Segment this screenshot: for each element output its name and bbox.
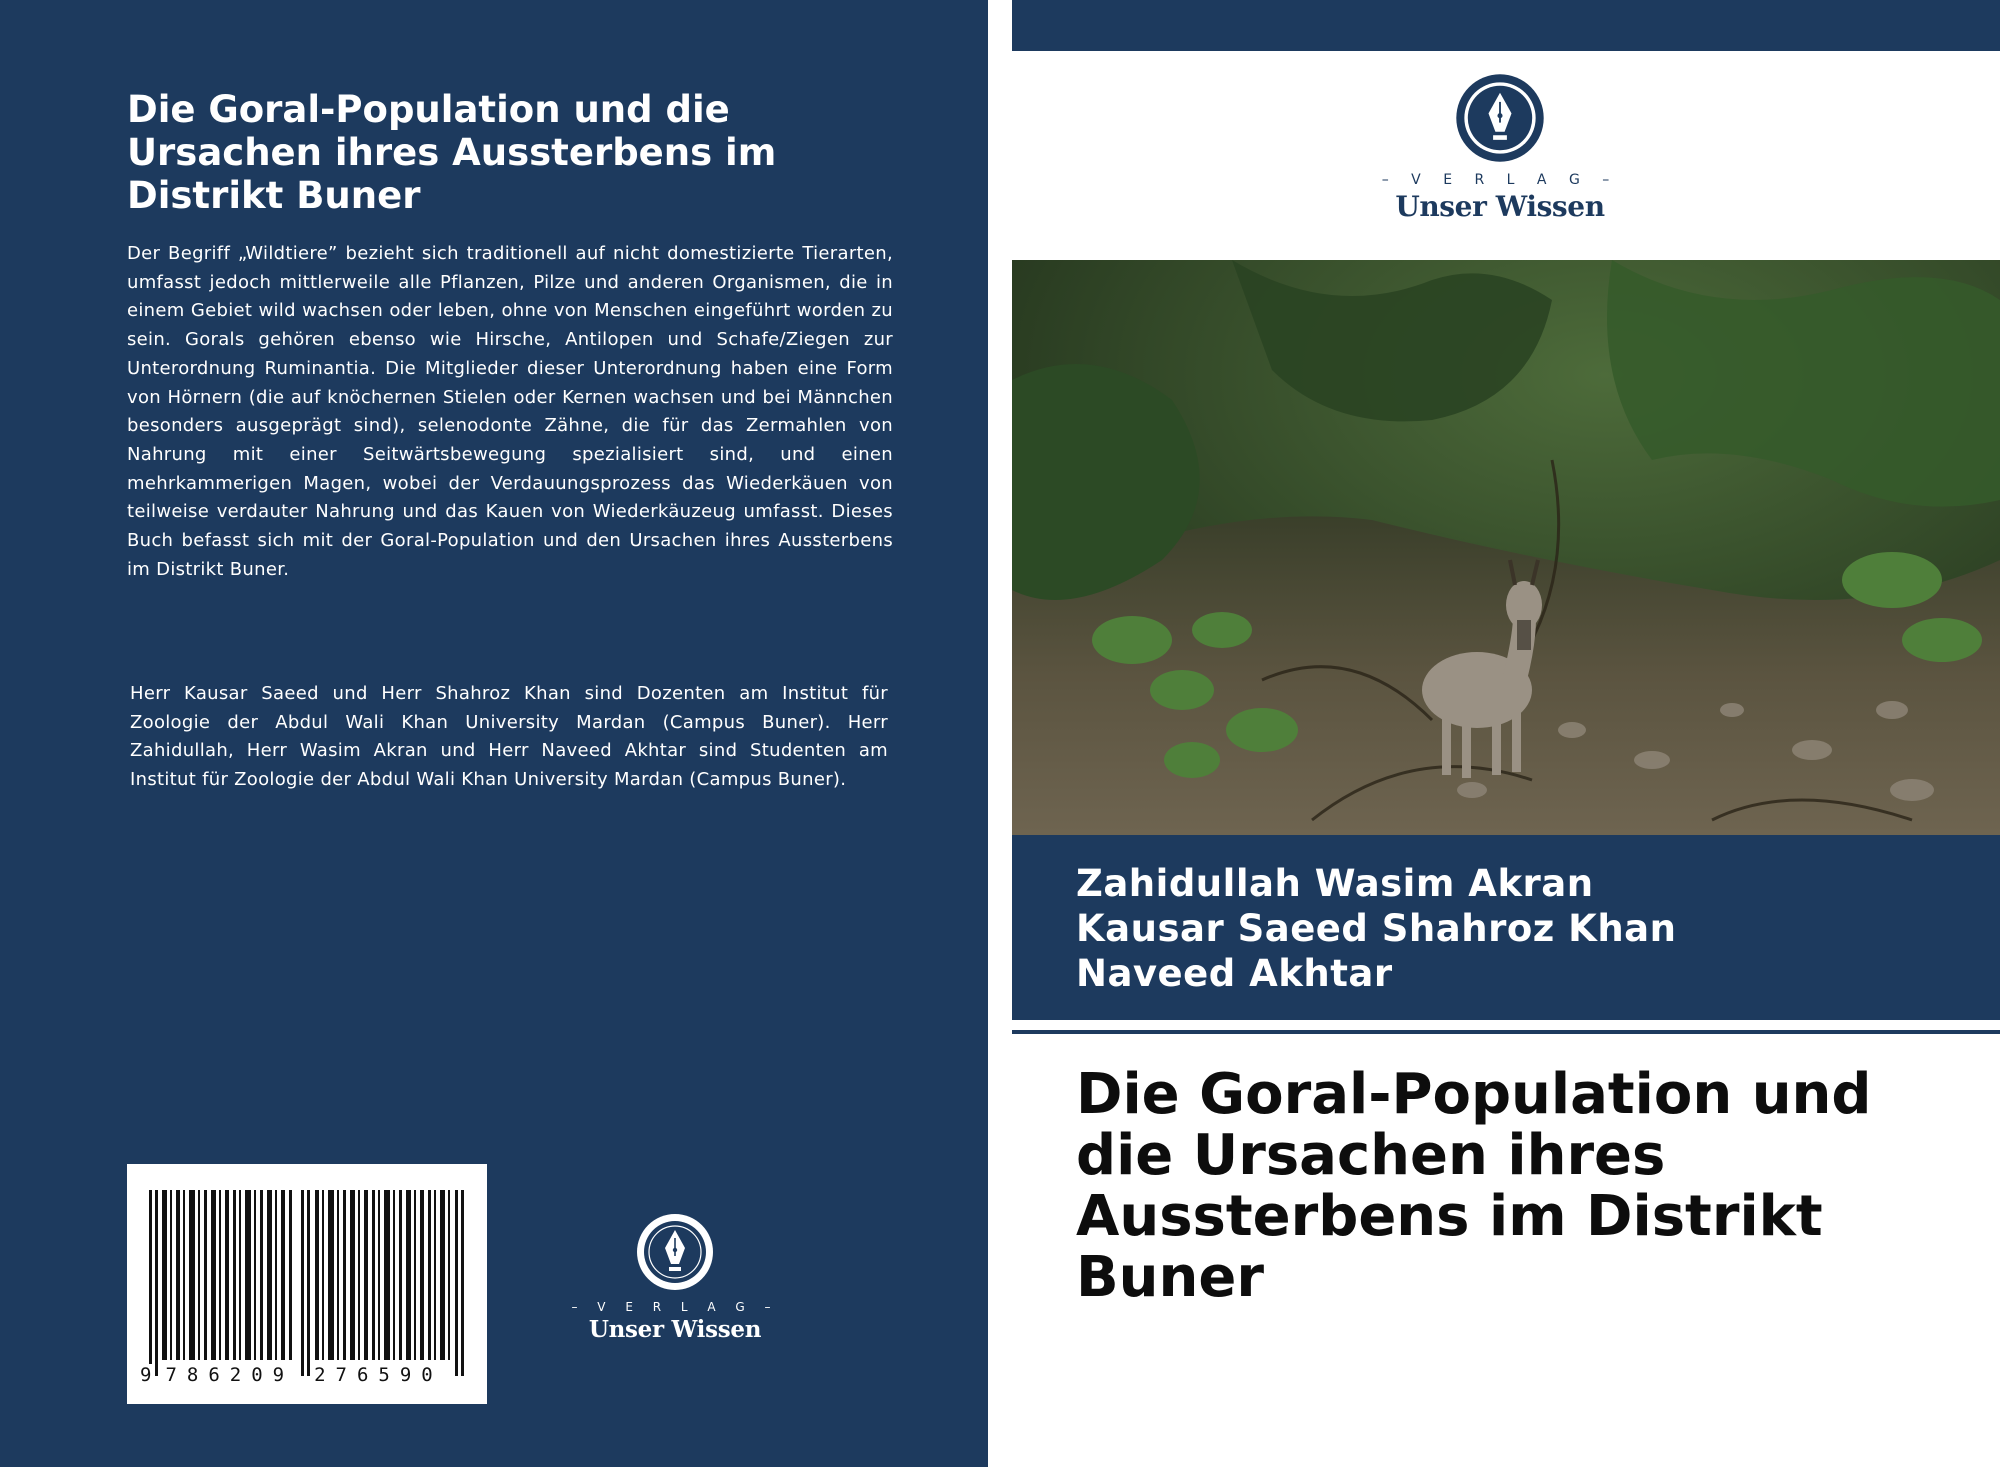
back-cover-blurb: Der Begriff „Wildtiere” bezieht sich traditionell auf nicht domestizierte Tierarten, umfasst jedoch mittlerweile alle Pflanzen, Pilze und anderen Organismen, die in einem Gebiet wild wachsen oder leben, ohne von Menschen eingeführt worden zu sein. Gorals gehören ebenso wie Hirsche, Antilopen und Schafe/Ziegen zur Unterordnung Ruminantia. Die Mitglieder dieser Unterordnung haben eine Form von Hörnern (die auf knöchernen Stielen oder Kernen wachsen und bei Männchen besonders ausgeprägt sind), selenodonte Zähne, die für das Zermahlen von Nahrung mit einer Seitwärtsbewegung spezialisiert sind, und einen mehrkammerigen Magen, wobei der Verdauungsprozess das Wiederkäuen von teilweise verdauter Nahrung und das Kauen von Wiederkäuzeug umfasst. Dieses Buch befasst sich mit der Goral-Population und den Ursachen ihres Aussterbens im Distrikt Buner. xyxy=(127,243,893,580)
back-publisher-name: Unser Wissen xyxy=(588,1316,762,1343)
front-cover-title: Die Goral-Population und die Ursachen ihres Aussterbens im Distrikt Buner xyxy=(1076,1062,1872,1310)
fountain-pen-icon xyxy=(635,1212,715,1292)
author-name: Naveed Akhtar xyxy=(1076,952,1393,995)
author-bio: Herr Kausar Saeed und Herr Shahroz Khan sind Dozenten am Institut für Zoologie der Abdul Wali Khan University Mardan (Campus Buner). Herr Zahidullah, Herr Wasim Akran und Herr Naveed Akhtar sind Studenten am Institut für Zoologie der Abdul Wali Khan University Mardan (Campus Buner). xyxy=(130,683,888,791)
isbn-group-1: 786209 xyxy=(162,1364,297,1386)
forest-photo-illustration xyxy=(1012,260,2000,835)
barcode-icon xyxy=(149,1190,467,1376)
isbn-prefix: 9 xyxy=(137,1364,154,1386)
back-verlag-label: – V E R L A G – xyxy=(571,1300,779,1314)
isbn-barcode xyxy=(127,1164,487,1404)
back-cover xyxy=(0,0,988,1467)
divider xyxy=(1012,1030,2000,1034)
back-publisher-logo xyxy=(570,1212,780,1342)
front-top-bar xyxy=(1012,0,2000,51)
isbn-group-2: 276590 xyxy=(311,1364,446,1386)
spine xyxy=(988,0,1012,1467)
isbn-number xyxy=(137,1364,482,1386)
authors-band xyxy=(1012,835,2000,1020)
author-list xyxy=(1076,861,1676,996)
front-verlag-label: – V E R L A G – xyxy=(1381,172,1619,188)
author-name: Kausar Saeed Shahroz Khan xyxy=(1076,907,1677,950)
front-publisher-logo xyxy=(1380,72,1620,232)
front-publisher-name: Unser Wissen xyxy=(1395,190,1605,223)
fountain-pen-icon xyxy=(1454,72,1546,164)
author-name: Zahidullah Wasim Akran xyxy=(1076,862,1594,905)
back-cover-title: Die Goral-Population und die Ursachen ihres Aussterbens im Distrikt Buner xyxy=(127,88,777,217)
goral-in-forest-photo xyxy=(1012,260,2000,835)
